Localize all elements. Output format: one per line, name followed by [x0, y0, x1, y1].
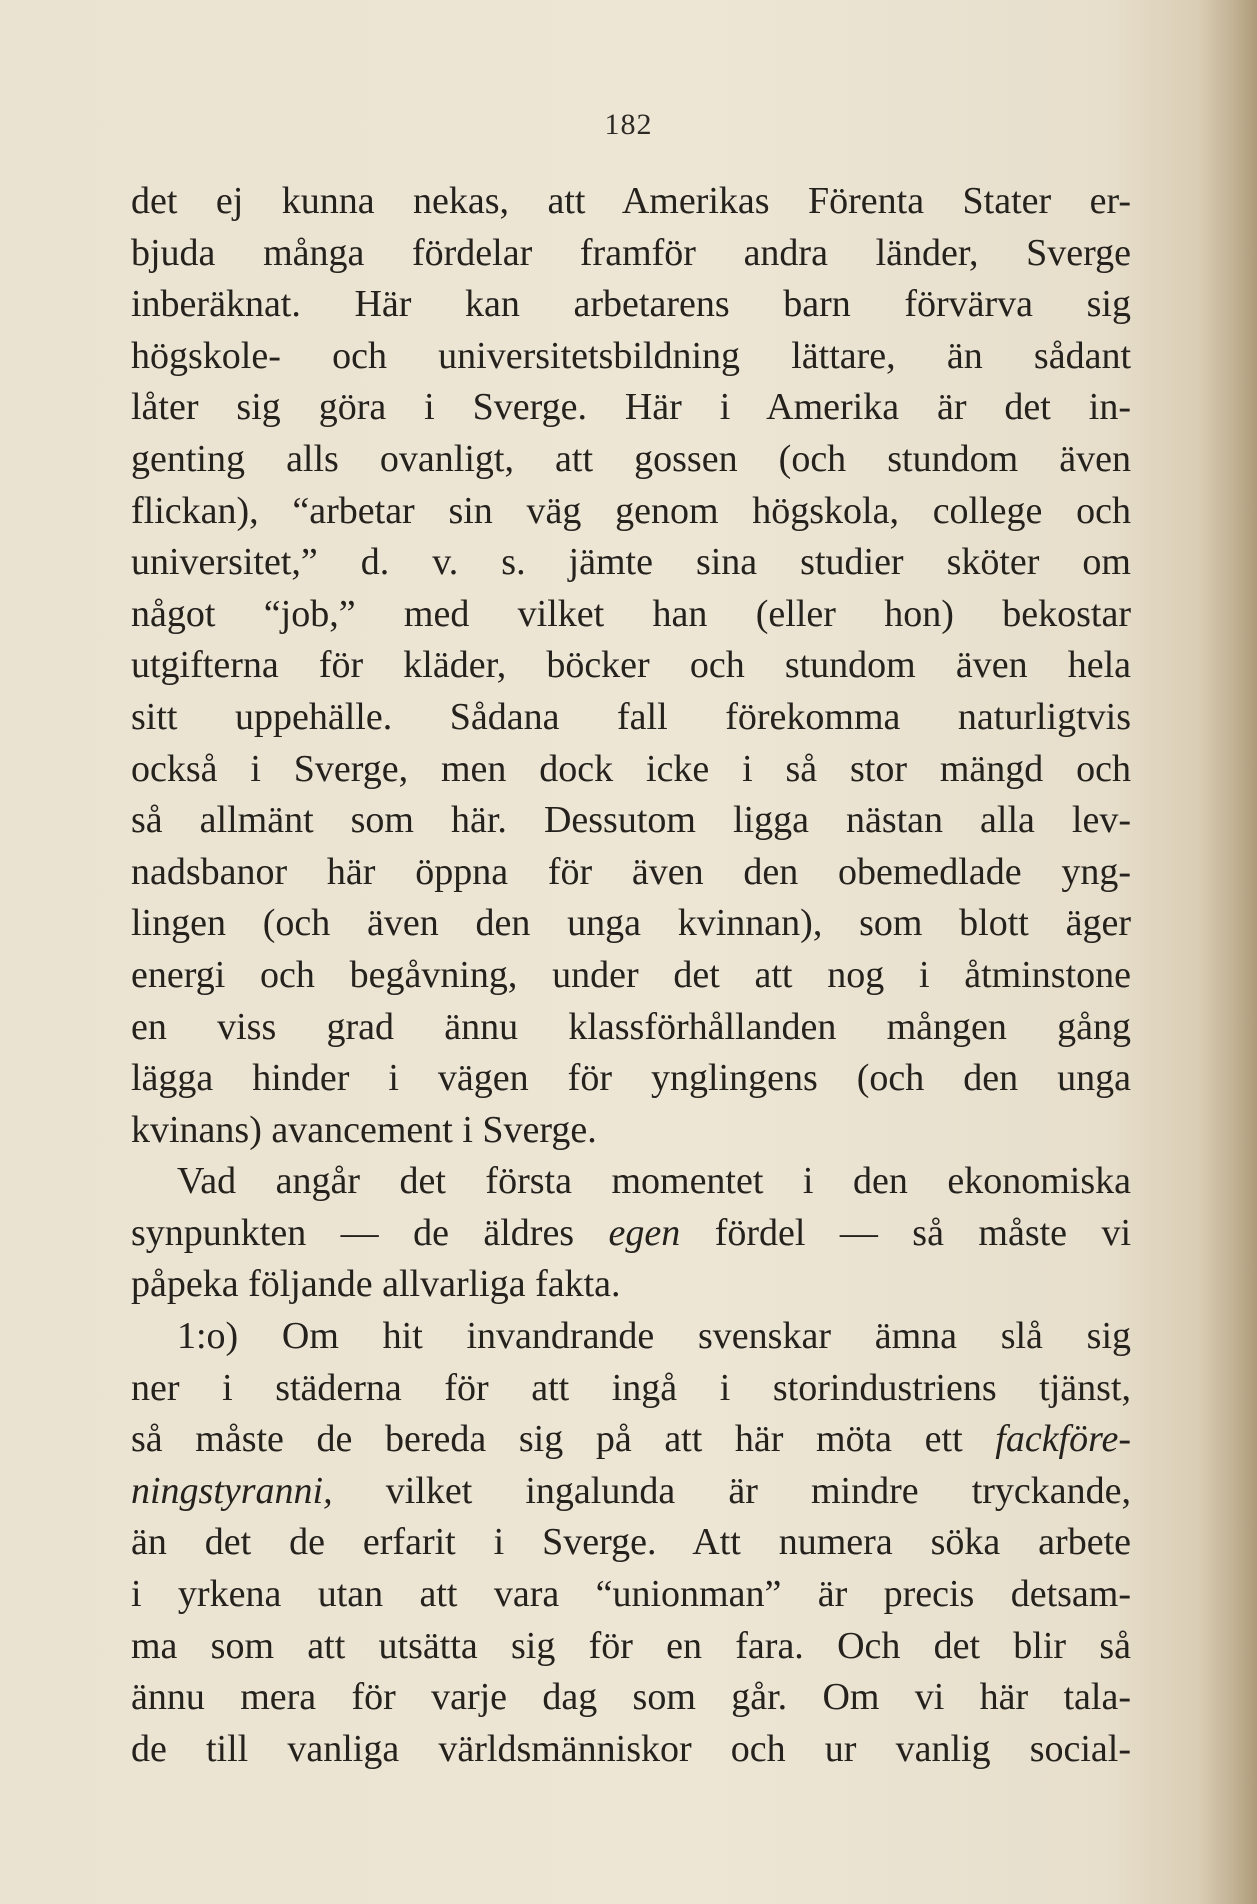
- text-line: [131, 1466, 1131, 1518]
- text-line: Vad angår det första momentet i den ekonomiska: [177, 1160, 1131, 1203]
- text-line: något “job,” med vilket han (eller hon) bekostar: [131, 592, 1131, 635]
- text-segment: fördel — så måste vi: [714, 1211, 1132, 1254]
- text-line: ner i städerna för att ingå i storindustriens tjänst,: [131, 1366, 1131, 1409]
- text-line: en viss grad ännu klassförhållanden mången gång: [131, 1005, 1131, 1048]
- text-line: än det de erfarit i Sverge. Att numera söka arbete: [131, 1521, 1131, 1564]
- text-line: [131, 1414, 1131, 1466]
- italic-emphasis: egen: [608, 1211, 681, 1254]
- text-line: genting alls ovanligt, att gossen (och stundom även: [131, 437, 1131, 480]
- text-line: låter sig göra i Sverge. Här i Amerika är det in-: [131, 386, 1131, 429]
- italic-emphasis: fackföre-: [995, 1418, 1132, 1461]
- text-line: utgifterna för kläder, böcker och stundom även hela: [131, 644, 1131, 687]
- text-segment: vilket ingalunda är mindre tryckande,: [385, 1469, 1132, 1512]
- text-line: universitet,” d. v. s. jämte sina studier sköter om: [131, 541, 1131, 584]
- text-line: högskole- och universitetsbildning lättare, än sådant: [131, 334, 1131, 377]
- text-line: energi och begåvning, under det att nog i åtminstone: [131, 953, 1131, 996]
- text-line: så allmänt som här. Dessutom ligga nästan alla lev-: [131, 799, 1131, 842]
- text-line: påpeka följande allvarliga fakta.: [131, 1263, 621, 1306]
- text-line: sitt uppehälle. Sådana fall förekomma naturligtvis: [131, 695, 1131, 738]
- text-segment: så måste de bereda sig på att här möta ett: [131, 1418, 963, 1461]
- page-body-text: [131, 176, 1131, 1775]
- page-number: 182: [604, 108, 653, 141]
- text-line: kvinans) avancement i Sverge.: [131, 1108, 597, 1151]
- text-line: bjuda många fördelar framför andra länder, Sverge: [131, 231, 1131, 274]
- text-line: de till vanliga världsmänniskor och ur vanlig social-: [131, 1727, 1131, 1770]
- text-line: inberäknat. Här kan arbetarens barn förvärva sig: [131, 283, 1131, 326]
- text-line: i yrkena utan att vara “unionman” är precis detsam-: [131, 1573, 1131, 1616]
- text-line: lingen (och även den unga kvinnan), som blott äger: [131, 902, 1131, 945]
- text-line: [131, 1208, 1131, 1260]
- text-line: lägga hinder i vägen för ynglingens (och den unga: [131, 1057, 1131, 1100]
- text-line: det ej kunna nekas, att Amerikas Förenta Stater er-: [131, 180, 1131, 222]
- italic-emphasis: ningstyranni,: [131, 1469, 333, 1512]
- text-segment: synpunkten — de äldres: [131, 1211, 575, 1254]
- text-line: ma som att utsätta sig för en fara. Och det blir så: [131, 1624, 1131, 1667]
- page-edge-shadow: [1197, 0, 1257, 1904]
- text-line: 1:o) Om hit invandrande svenskar ämna slå sig: [177, 1315, 1131, 1358]
- text-line: ännu mera för varje dag som går. Om vi här tala-: [131, 1676, 1131, 1719]
- text-line: också i Sverge, men dock icke i så stor mängd och: [131, 747, 1131, 790]
- text-line: flickan), “arbetar sin väg genom högskola, college och: [131, 489, 1131, 532]
- text-line: nadsbanor här öppna för även den obemedlade yng-: [131, 850, 1131, 893]
